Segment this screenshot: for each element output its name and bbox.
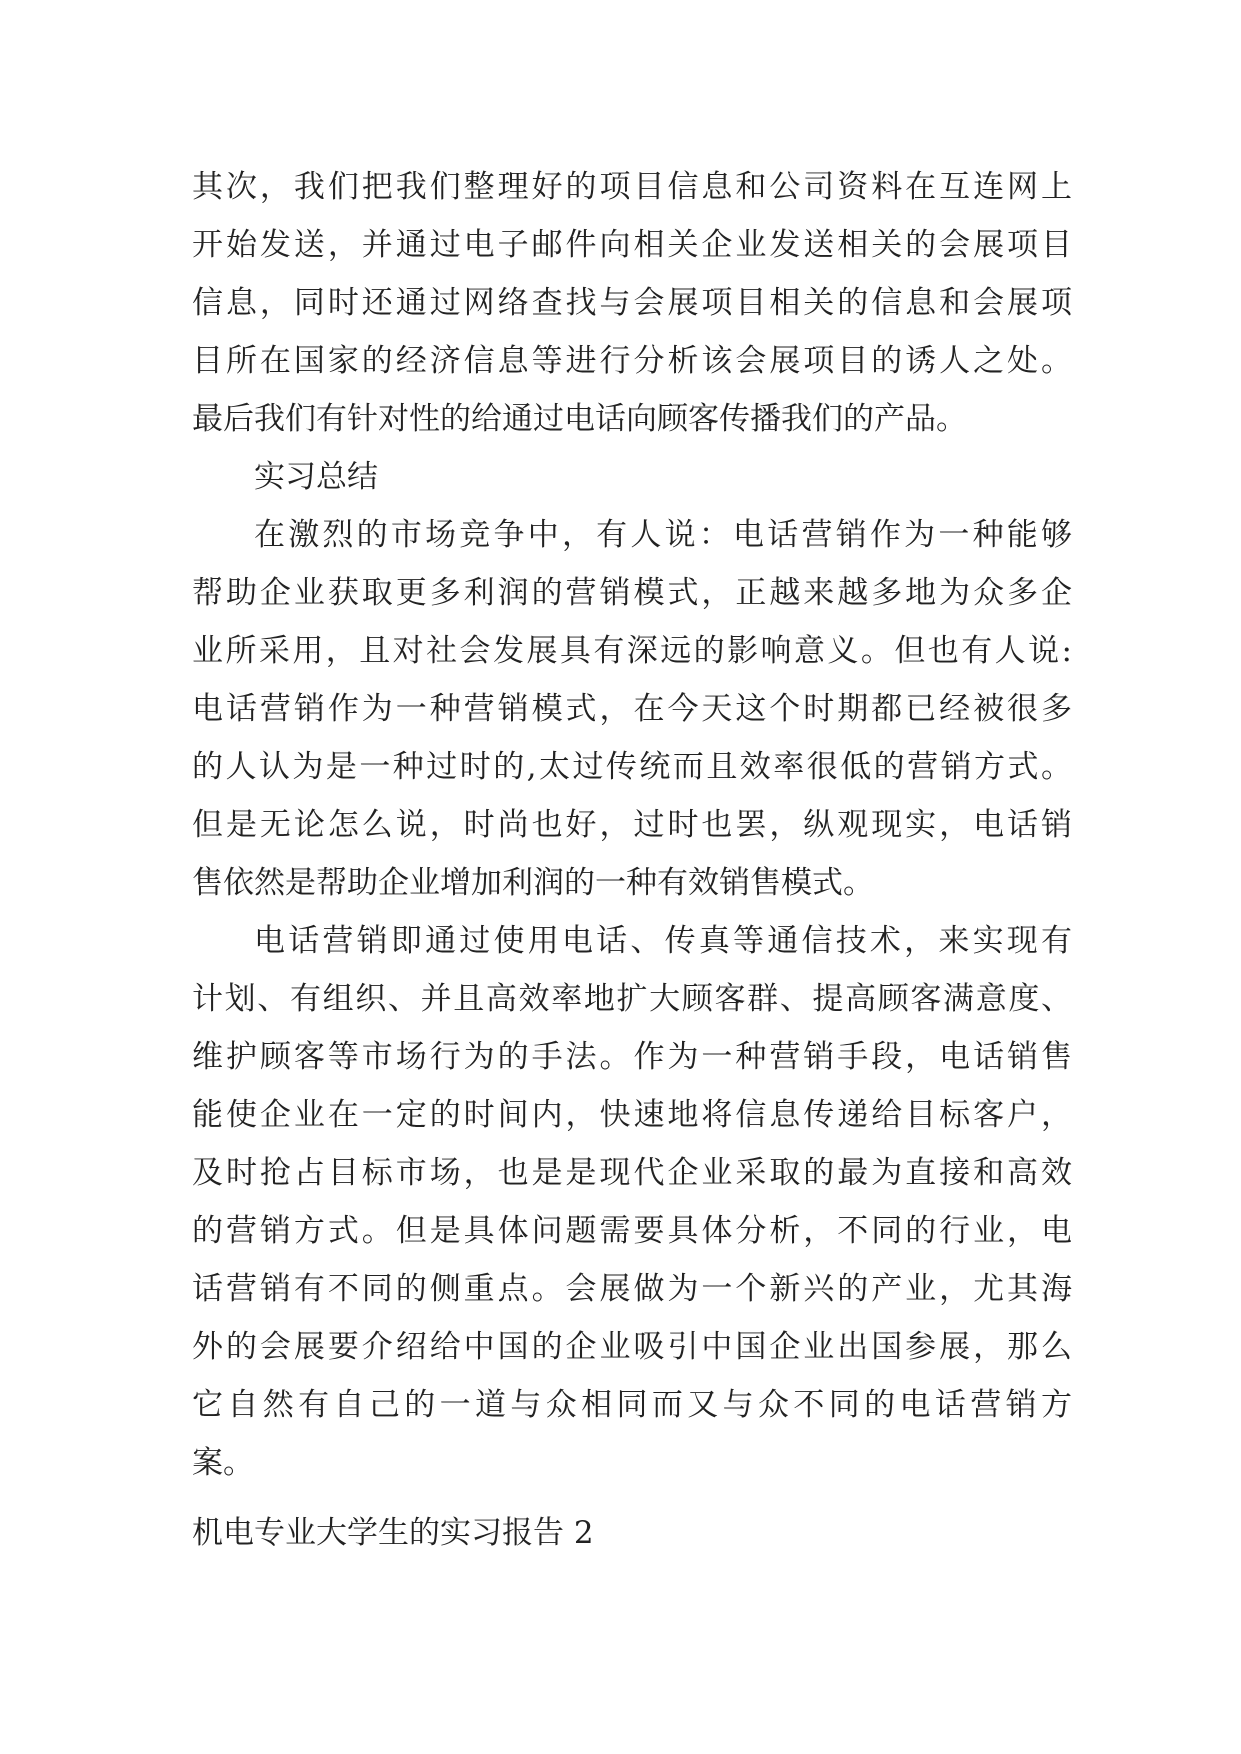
paragraph-line: 能使企业在一定的时间内，快速地将信息传递给目标客户， bbox=[192, 1097, 1072, 1133]
paragraph-line: 在激烈的市场竞争中，有人说：电话营销作为一种能够 bbox=[254, 517, 1072, 553]
paragraph-line: 其次，我们把我们整理好的项目信息和公司资料在互连网上 bbox=[192, 169, 1072, 205]
section-title: 机电专业大学生的实习报告 2 bbox=[192, 1515, 594, 1551]
paragraph-line: 业所采用，且对社会发展具有深远的影响意义。但也有人说: bbox=[192, 633, 1072, 669]
paragraph-line: 目所在国家的经济信息等进行分析该会展项目的诱人之处。 bbox=[192, 343, 1072, 379]
paragraph-line: 它自然有自己的一道与众相同而又与众不同的电话营销方 bbox=[192, 1387, 1072, 1423]
section-heading: 实习总结 bbox=[254, 459, 378, 495]
paragraph-line: 案。 bbox=[192, 1445, 254, 1481]
paragraph-line: 维护顾客等市场行为的手法。作为一种营销手段，电话销售 bbox=[192, 1039, 1072, 1075]
paragraph-line: 的人认为是一种过时的,太过传统而且效率很低的营销方式。 bbox=[192, 749, 1072, 785]
paragraph-line: 信息，同时还通过网络查找与会展项目相关的信息和会展项 bbox=[192, 285, 1072, 321]
paragraph-line: 的营销方式。但是具体问题需要具体分析，不同的行业，电 bbox=[192, 1213, 1072, 1249]
paragraph-line: 计划、有组织、并且高效率地扩大顾客群、提高顾客满意度、 bbox=[192, 981, 1072, 1017]
paragraph-line: 帮助企业获取更多利润的营销模式，正越来越多地为众多企 bbox=[192, 575, 1072, 611]
paragraph-line: 最后我们有针对性的给通过电话向顾客传播我们的产品。 bbox=[192, 401, 967, 437]
paragraph-line: 但是无论怎么说，时尚也好，过时也罢，纵观现实，电话销 bbox=[192, 807, 1072, 843]
paragraph-line: 话营销有不同的侧重点。会展做为一个新兴的产业，尤其海 bbox=[192, 1271, 1072, 1307]
paragraph-line: 开始发送，并通过电子邮件向相关企业发送相关的会展项目 bbox=[192, 227, 1072, 263]
paragraph-line: 电话营销即通过使用电话、传真等通信技术，来实现有 bbox=[254, 923, 1072, 959]
paragraph-line: 电话营销作为一种营销模式，在今天这个时期都已经被很多 bbox=[192, 691, 1072, 727]
paragraph-line: 及时抢占目标市场，也是是现代企业采取的最为直接和高效 bbox=[192, 1155, 1072, 1191]
paragraph-line: 售依然是帮助企业增加利润的一种有效销售模式。 bbox=[192, 865, 874, 901]
paragraph-line: 外的会展要介绍给中国的企业吸引中国企业出国参展，那么 bbox=[192, 1329, 1072, 1365]
